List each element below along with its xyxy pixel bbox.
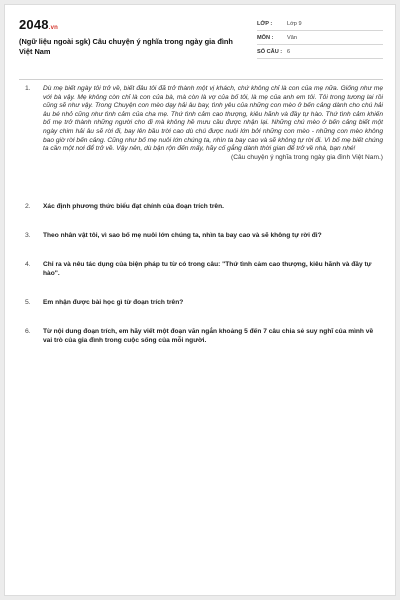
question-number: 4.: [25, 261, 31, 268]
question-body: [43, 85, 383, 162]
question-text: Theo nhân vật tôi, vì sao bố mẹ nuôi lớn chúng ta, nhìn ta bay cao và sẽ không tự rời đi?: [43, 232, 322, 239]
meta-row-count: [257, 45, 383, 59]
site-logo[interactable]: [19, 17, 58, 32]
question-number: 3.: [25, 232, 31, 239]
question-6: [19, 328, 383, 345]
question-4: [19, 261, 383, 278]
question-5: [19, 299, 383, 308]
question-3: [19, 232, 383, 241]
header-divider: [19, 79, 383, 80]
meta-key: SỐ CÂU :: [257, 48, 283, 55]
reading-passage: Dù mẹ biết ngày tôi trở về, biết đâu tôi đã trở thành một vị khách, chứ không chỉ là con của mẹ nữa. Giống như mẹ với bà vậy. Mẹ không còn chỉ là con của bà, mà còn là vợ của bố tôi, là mẹ của anh em tôi. Tôi trong tương lai rồi cũng sẽ như vậy. Trong Chuyện con mèo dạy hải âu bay, tình yêu của những con mèo ở bến cảng dành cho chú hải âu bé nhỏ cũng như tình cảm của cha mẹ. Thứ tình cảm cao thượng, kiêu hãnh và đầy tự hào. Thứ tình cảm khiến bố mẹ trở thành những người cho đi mà không hề mưu cầu được nhận lại. Những chú mèo ở bến cảng biết một ngày chim hải âu sẽ rời đi, bay lên bầu trời cao dù chú được nuôi lớn bởi những con mèo - những con mèo không bao giờ rời bến cảng. Cũng như bố mẹ nuôi lớn chúng ta, nhìn ta bay cao và sẽ không tự rời đi. Vì bố mẹ biết chúng ta cần một nơi để trở về. Vậy nên, dù bận rộn đến mấy, hãy cố gắng dành thời gian để trở về nhà, bạn nhé!: [43, 85, 383, 153]
question-text: Từ nội dung đoạn trích, em hãy viết một đoạn văn ngắn khoảng 5 đến 7 câu chia sẻ suy nghĩ của mình về vai trò của gia đình trong cuộc sống của mỗi người.: [43, 328, 374, 344]
question-text: Xác định phương thức biểu đạt chính của đoạn trích trên.: [43, 203, 224, 210]
document-header: [19, 15, 383, 75]
question-text: Chỉ ra và nêu tác dụng của biện pháp tu từ có trong câu: "Thứ tình cảm cao thượng, kiêu hãnh và đầy tự hào".: [43, 261, 372, 277]
meta-row-subject: [257, 31, 383, 45]
question-1: [19, 85, 383, 162]
logo-domain: .vn: [48, 25, 59, 31]
meta-value: Văn: [287, 34, 297, 41]
document-title: (Ngữ liệu ngoài sgk) Câu chuyện ý nghĩa trong ngày gia đình Việt Nam: [19, 37, 233, 56]
meta-value: Lớp 9: [287, 20, 302, 27]
logo-number: 2048: [19, 17, 49, 32]
passage-source: (Câu chuyện ý nghĩa trong ngày gia đình Việt Nam.): [231, 153, 383, 161]
question-number: 5.: [25, 299, 31, 306]
meta-value: 6: [287, 48, 291, 55]
meta-table: [257, 17, 383, 59]
question-2: [19, 203, 383, 212]
question-number: 1.: [25, 85, 31, 92]
question-number: 6.: [25, 328, 31, 335]
meta-key: MÔN :: [257, 34, 274, 41]
meta-row-class: [257, 17, 383, 31]
document-page: [4, 4, 396, 596]
meta-key: LỚP :: [257, 20, 273, 27]
question-text: Em nhận được bài học gì từ đoạn trích trên?: [43, 299, 184, 306]
question-number: 2.: [25, 203, 31, 210]
